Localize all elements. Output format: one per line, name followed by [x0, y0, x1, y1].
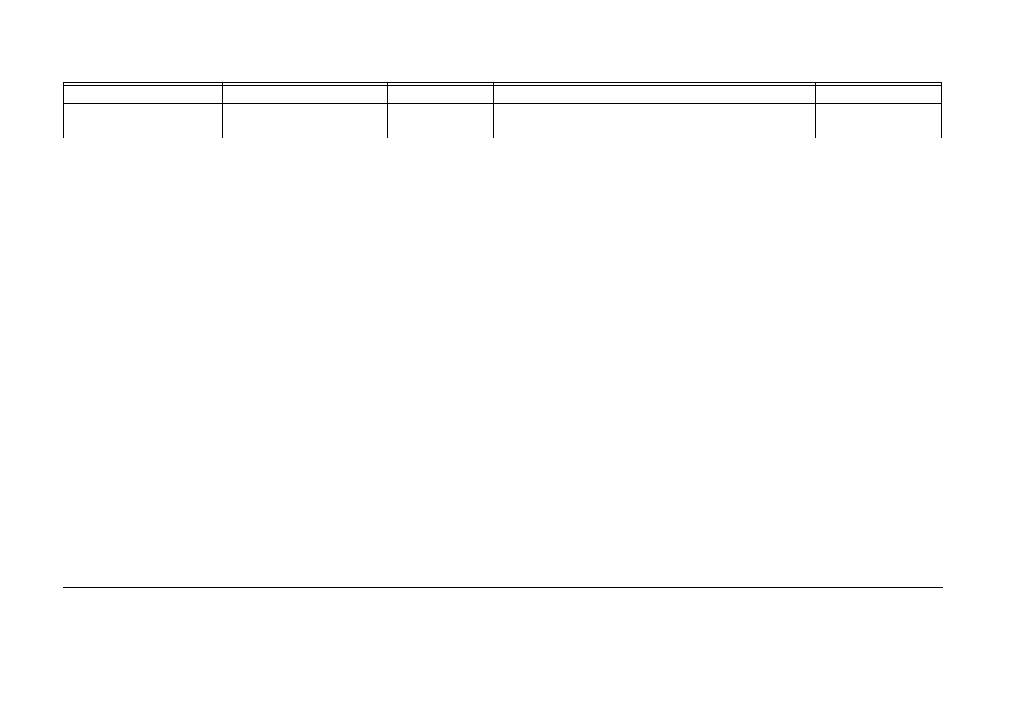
norme-cell: [816, 121, 942, 138]
table-row: [64, 121, 942, 138]
sanzioni-cell: [494, 86, 816, 104]
norme-cell: [388, 104, 494, 122]
aspetto-lingua-cell: [64, 104, 223, 122]
sanzioni-cell: [494, 121, 816, 138]
tipo-cell: [223, 104, 388, 122]
aspetto-sub-cell: [64, 121, 223, 138]
sanctions-table: [63, 82, 942, 138]
footnote: [63, 587, 943, 588]
empty-cell: [64, 86, 223, 104]
table-row: [64, 86, 942, 104]
norme-cell: [816, 104, 942, 122]
norme-cell: [816, 86, 942, 104]
norme-cell: [388, 86, 494, 104]
tipo-cell: [223, 86, 388, 104]
table-row: [64, 104, 942, 122]
sanzioni-cell: [494, 104, 816, 122]
tipo-cell: [223, 121, 388, 138]
norme-cell: [388, 121, 494, 138]
